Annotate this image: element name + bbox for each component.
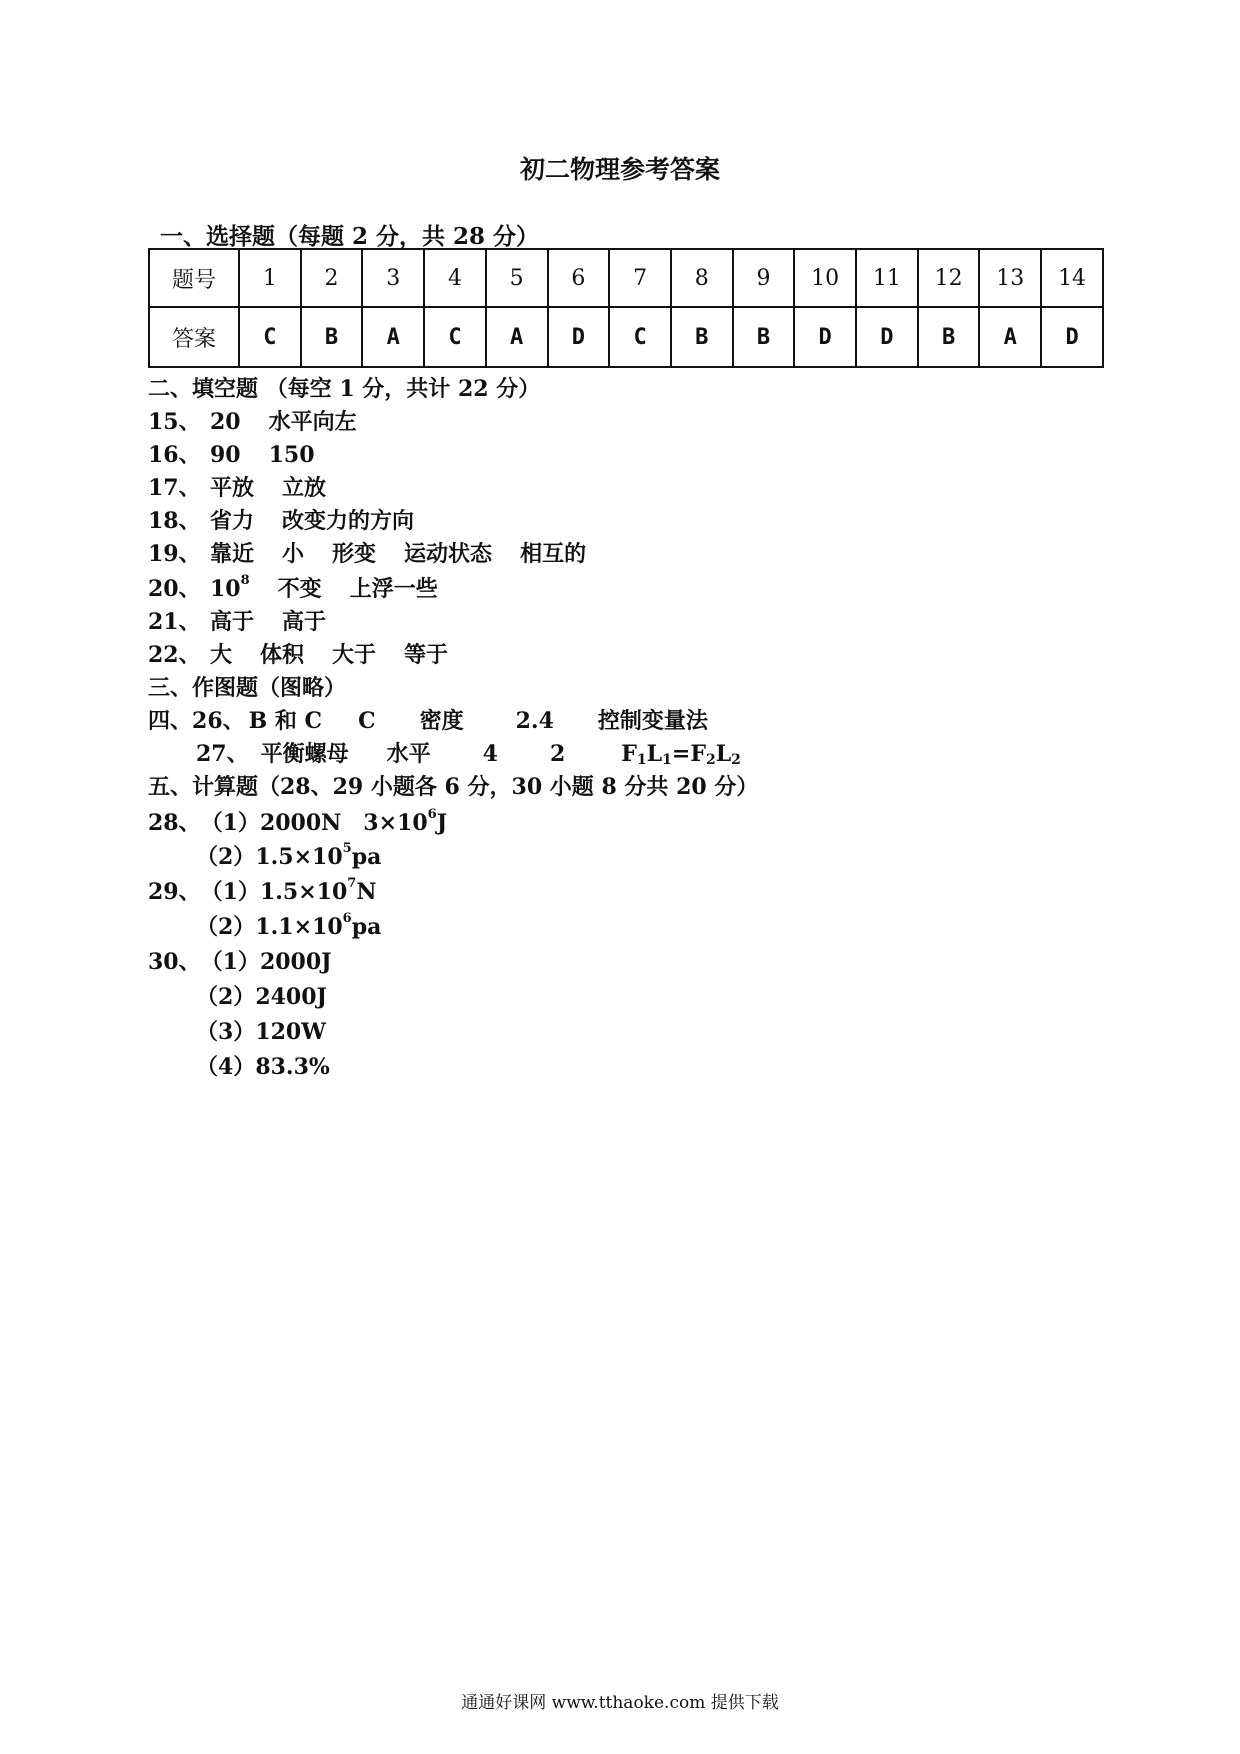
answer-text: 大于	[332, 642, 377, 668]
answer-cell: C	[424, 307, 486, 367]
answer-cell: B	[671, 307, 733, 367]
answer-line-21	[148, 605, 354, 636]
answer-cell: B	[733, 307, 795, 367]
answer-text: 水平向左	[268, 409, 357, 435]
answer-line-28-2	[196, 840, 423, 871]
answer-line-30-2	[196, 980, 369, 1011]
sub-label: （1）	[200, 879, 260, 905]
answer-text: 运动状态	[404, 541, 493, 567]
question-number: 8	[671, 249, 733, 307]
answer-line-27	[196, 737, 783, 768]
answer-text: 高于	[282, 609, 327, 635]
item-number: 26、	[192, 708, 245, 734]
answer-power	[363, 807, 448, 836]
item-number: 29、	[148, 879, 201, 905]
power-exponent: 8	[240, 573, 250, 588]
answer-cell: D	[548, 307, 610, 367]
question-number: 3	[362, 249, 424, 307]
power-exponent: 7	[347, 876, 357, 891]
item-number: 19、	[148, 541, 201, 567]
answer-text: 体积	[260, 642, 305, 668]
answer-text: 20	[210, 409, 241, 435]
answer-text: 不变	[277, 576, 322, 602]
section-1-heading: 一、选择题（每题 2 分，共 28 分）	[160, 223, 540, 250]
answer-line-22	[148, 638, 476, 669]
answer-text: 相互的	[520, 541, 587, 567]
answer-text: B 和 C	[248, 708, 323, 734]
question-number-row	[149, 249, 1103, 307]
item-number: 28、	[148, 810, 201, 836]
power-base: 1.1×10	[255, 914, 343, 940]
item-number: 20、	[148, 576, 201, 602]
item-number: 30、	[148, 949, 201, 975]
power-base: 1.5×10	[259, 879, 348, 905]
section-5-heading: 五、计算题（28、29 小题各 6 分，30 小题 8 分共 20 分）	[148, 774, 759, 800]
answer-line-15	[148, 405, 385, 436]
answer-text: 2400J	[255, 984, 327, 1010]
question-number: 14	[1041, 249, 1103, 307]
answer-text: 150	[268, 442, 315, 468]
answer-line-16	[148, 438, 343, 469]
question-number: 9	[733, 249, 795, 307]
item-number: 27、	[196, 741, 249, 767]
section-4-prefix: 四、	[148, 708, 193, 734]
question-number: 7	[609, 249, 671, 307]
answer-text: 平放	[210, 475, 255, 501]
page-title: 初二物理参考答案	[519, 155, 720, 184]
answer-text: C	[358, 708, 376, 734]
answer-text: 形变	[332, 541, 377, 567]
answer-line-29-1	[148, 875, 404, 906]
question-number: 13	[979, 249, 1041, 307]
answer-line-26	[148, 704, 736, 735]
item-number: 16、	[148, 442, 201, 468]
answer-text: 2000N	[259, 810, 342, 836]
answer-text: 改变力的方向	[282, 508, 415, 534]
answer-text: 小	[282, 541, 305, 567]
section-2-heading: 二、填空题 （每空 1 分，共计 22 分）	[148, 376, 541, 402]
question-number: 1	[239, 249, 301, 307]
answer-text: 83.3%	[255, 1054, 330, 1080]
answer-cell: A	[362, 307, 424, 367]
unit: J	[436, 810, 448, 836]
sub-label: （3）	[196, 1019, 256, 1045]
answer-text: 4	[482, 741, 498, 767]
answer-line-28-1	[148, 806, 475, 837]
answer-text: 2.4	[515, 708, 554, 734]
section-3-heading: 三、作图题（图略）	[148, 675, 347, 701]
sub-label: （2）	[196, 914, 256, 940]
answer-row	[149, 307, 1103, 367]
answer-table	[148, 248, 1104, 368]
answer-cell: B	[918, 307, 980, 367]
answer-cell: D	[794, 307, 856, 367]
power-base: 1.5×10	[255, 844, 343, 870]
sub-label: （1）	[200, 949, 260, 975]
answer-line-19	[148, 537, 614, 568]
item-number: 18、	[148, 508, 201, 534]
footer-source: 通通好课网 www.tthaoke.com 提供下载	[461, 1693, 779, 1713]
power-exponent: 6	[427, 807, 437, 822]
question-number: 12	[918, 249, 980, 307]
question-number: 6	[548, 249, 610, 307]
answer-text: 2	[549, 741, 566, 767]
answer-line-30-3	[196, 1015, 368, 1046]
answer-line-20	[148, 572, 466, 603]
answer-line-30-4	[196, 1050, 372, 1081]
row-label-number: 题号	[149, 249, 239, 307]
answer-cell: A	[486, 307, 548, 367]
sub-label: （2）	[196, 844, 256, 870]
answer-text: 密度	[419, 708, 464, 734]
answer-text: 等于	[404, 642, 449, 668]
answer-power	[259, 876, 377, 905]
power-exponent: 6	[342, 911, 352, 926]
answer-line-30-1	[148, 945, 360, 976]
answer-line-18	[148, 504, 442, 535]
answer-text: 上浮一些	[349, 576, 438, 602]
item-number: 22、	[148, 642, 201, 668]
answer-cell: B	[301, 307, 363, 367]
power-base: 10	[210, 576, 241, 602]
unit: pa	[351, 844, 382, 870]
answer-cell: A	[979, 307, 1041, 367]
answer-line-29-2	[196, 910, 423, 941]
answer-power	[210, 573, 250, 602]
unit: N	[356, 879, 377, 905]
answer-cell: D	[1041, 307, 1103, 367]
answer-line-17	[148, 471, 354, 502]
answer-cell: C	[609, 307, 671, 367]
unit: pa	[351, 914, 382, 940]
item-number: 15、	[148, 409, 201, 435]
sub-label: （1）	[200, 810, 260, 836]
answer-cell: D	[856, 307, 918, 367]
row-label-answer: 答案	[149, 307, 239, 367]
answer-power	[255, 911, 382, 940]
answer-text: 靠近	[210, 541, 255, 567]
answer-cell: C	[239, 307, 301, 367]
power-base: 3×10	[363, 810, 428, 836]
answer-text: 省力	[210, 508, 255, 534]
question-number: 2	[301, 249, 363, 307]
question-number: 10	[794, 249, 856, 307]
answer-text: 立放	[282, 475, 327, 501]
answer-text: 控制变量法	[597, 708, 708, 734]
item-number: 21、	[148, 609, 201, 635]
sub-label: （2）	[196, 984, 256, 1010]
answer-text: 高于	[210, 609, 255, 635]
question-number: 11	[856, 249, 918, 307]
power-exponent: 5	[342, 841, 352, 856]
answer-text: 大	[210, 642, 233, 668]
sub-label: （4）	[196, 1054, 256, 1080]
answer-power	[255, 841, 382, 870]
answer-text: 水平	[386, 741, 431, 767]
lever-formula: $F_1L_1=F_2L_2$	[621, 741, 741, 768]
answer-text: 平衡螺母	[260, 741, 349, 767]
answer-text: 90	[210, 442, 241, 468]
answer-text: 2000J	[259, 949, 332, 975]
question-number: 5	[486, 249, 548, 307]
question-number: 4	[424, 249, 486, 307]
answer-text: 120W	[255, 1019, 326, 1045]
item-number: 17、	[148, 475, 201, 501]
